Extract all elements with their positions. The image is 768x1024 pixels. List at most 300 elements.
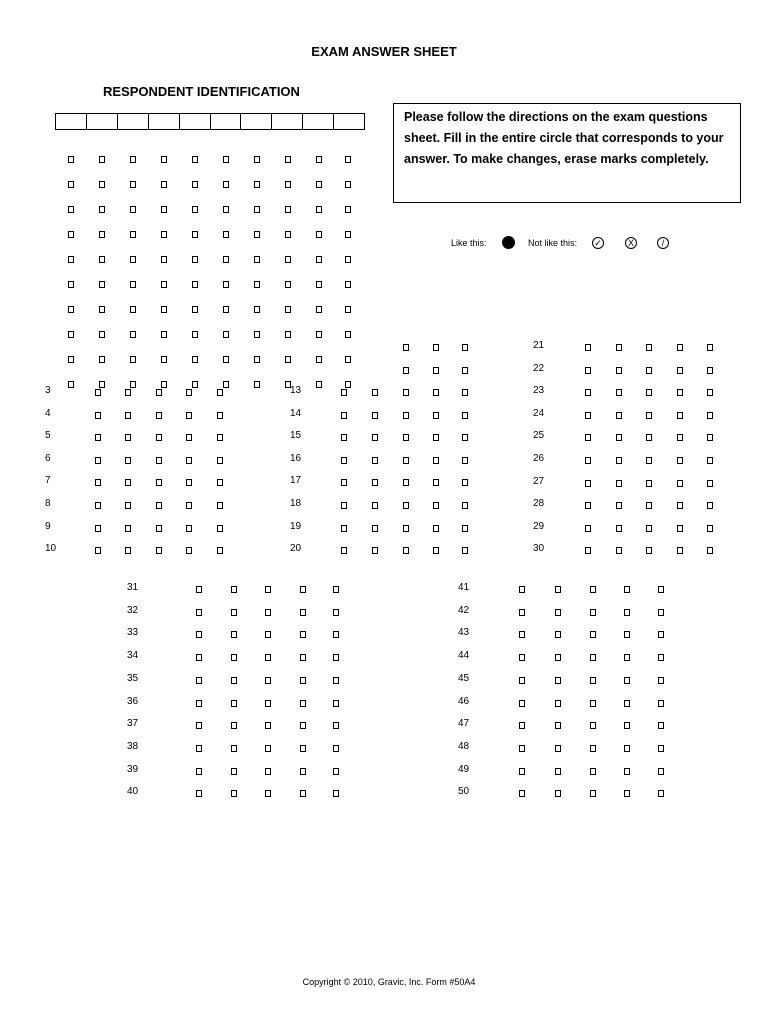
answer-bubble[interactable] (95, 479, 101, 486)
answer-bubble[interactable] (707, 389, 713, 396)
answer-bubble[interactable] (658, 700, 664, 707)
answer-bubble[interactable] (519, 677, 525, 684)
answer-bubble[interactable] (403, 457, 409, 464)
id-bubble[interactable] (99, 306, 105, 313)
id-bubble[interactable] (223, 231, 229, 238)
answer-bubble[interactable] (265, 631, 271, 638)
id-bubble[interactable] (316, 256, 322, 263)
answer-bubble[interactable] (646, 367, 652, 374)
answer-bubble[interactable] (300, 768, 306, 775)
answer-bubble[interactable] (231, 609, 237, 616)
id-bubble[interactable] (192, 381, 198, 388)
answer-bubble[interactable] (519, 700, 525, 707)
answer-bubble[interactable] (624, 745, 630, 752)
id-bubble[interactable] (130, 356, 136, 363)
id-entry-box[interactable] (241, 114, 272, 129)
answer-bubble[interactable] (231, 790, 237, 797)
id-bubble[interactable] (285, 281, 291, 288)
answer-bubble[interactable] (677, 480, 683, 487)
id-bubble[interactable] (99, 256, 105, 263)
answer-bubble[interactable] (433, 502, 439, 509)
answer-bubble[interactable] (462, 389, 468, 396)
answer-bubble[interactable] (519, 768, 525, 775)
answer-bubble[interactable] (372, 412, 378, 419)
answer-bubble[interactable] (95, 412, 101, 419)
id-bubble[interactable] (285, 306, 291, 313)
id-bubble[interactable] (192, 206, 198, 213)
answer-bubble[interactable] (624, 700, 630, 707)
answer-bubble[interactable] (677, 525, 683, 532)
answer-bubble[interactable] (646, 344, 652, 351)
answer-bubble[interactable] (217, 389, 223, 396)
id-bubble[interactable] (68, 331, 74, 338)
id-bubble[interactable] (316, 231, 322, 238)
id-entry-box[interactable] (180, 114, 211, 129)
id-bubble[interactable] (99, 381, 105, 388)
id-entry-box[interactable] (56, 114, 87, 129)
answer-bubble[interactable] (677, 502, 683, 509)
answer-bubble[interactable] (196, 700, 202, 707)
answer-bubble[interactable] (616, 344, 622, 351)
answer-bubble[interactable] (433, 367, 439, 374)
id-bubble[interactable] (223, 156, 229, 163)
id-bubble[interactable] (223, 331, 229, 338)
answer-bubble[interactable] (555, 609, 561, 616)
answer-bubble[interactable] (156, 502, 162, 509)
answer-bubble[interactable] (462, 502, 468, 509)
answer-bubble[interactable] (341, 502, 347, 509)
answer-bubble[interactable] (403, 479, 409, 486)
answer-bubble[interactable] (707, 502, 713, 509)
answer-bubble[interactable] (231, 586, 237, 593)
answer-bubble[interactable] (156, 525, 162, 532)
answer-bubble[interactable] (433, 344, 439, 351)
answer-bubble[interactable] (372, 547, 378, 554)
answer-bubble[interactable] (616, 502, 622, 509)
answer-bubble[interactable] (616, 389, 622, 396)
id-bubble[interactable] (285, 181, 291, 188)
answer-bubble[interactable] (265, 609, 271, 616)
answer-bubble[interactable] (231, 631, 237, 638)
answer-bubble[interactable] (231, 700, 237, 707)
answer-bubble[interactable] (555, 586, 561, 593)
answer-bubble[interactable] (231, 745, 237, 752)
answer-bubble[interactable] (590, 722, 596, 729)
id-bubble[interactable] (345, 356, 351, 363)
answer-bubble[interactable] (156, 434, 162, 441)
id-bubble[interactable] (68, 156, 74, 163)
answer-bubble[interactable] (585, 457, 591, 464)
answer-bubble[interactable] (196, 677, 202, 684)
answer-bubble[interactable] (156, 547, 162, 554)
id-bubble[interactable] (254, 231, 260, 238)
answer-bubble[interactable] (590, 768, 596, 775)
id-bubble[interactable] (192, 156, 198, 163)
answer-bubble[interactable] (300, 700, 306, 707)
answer-bubble[interactable] (519, 586, 525, 593)
id-bubble[interactable] (68, 356, 74, 363)
answer-bubble[interactable] (265, 654, 271, 661)
id-bubble[interactable] (68, 256, 74, 263)
answer-bubble[interactable] (616, 457, 622, 464)
answer-bubble[interactable] (585, 412, 591, 419)
id-bubble[interactable] (130, 231, 136, 238)
answer-bubble[interactable] (590, 609, 596, 616)
answer-bubble[interactable] (585, 389, 591, 396)
answer-bubble[interactable] (646, 457, 652, 464)
answer-bubble[interactable] (333, 722, 339, 729)
answer-bubble[interactable] (519, 631, 525, 638)
answer-bubble[interactable] (555, 631, 561, 638)
answer-bubble[interactable] (590, 677, 596, 684)
id-bubble[interactable] (99, 331, 105, 338)
answer-bubble[interactable] (585, 434, 591, 441)
answer-bubble[interactable] (300, 745, 306, 752)
id-bubble[interactable] (192, 356, 198, 363)
id-bubble[interactable] (68, 206, 74, 213)
answer-bubble[interactable] (555, 700, 561, 707)
answer-bubble[interactable] (658, 654, 664, 661)
answer-bubble[interactable] (186, 502, 192, 509)
answer-bubble[interactable] (462, 434, 468, 441)
answer-bubble[interactable] (403, 389, 409, 396)
answer-bubble[interactable] (555, 745, 561, 752)
answer-bubble[interactable] (462, 547, 468, 554)
id-bubble[interactable] (130, 331, 136, 338)
id-bubble[interactable] (99, 231, 105, 238)
answer-bubble[interactable] (616, 525, 622, 532)
id-bubble[interactable] (223, 206, 229, 213)
answer-bubble[interactable] (707, 344, 713, 351)
answer-bubble[interactable] (585, 367, 591, 374)
answer-bubble[interactable] (658, 745, 664, 752)
answer-bubble[interactable] (707, 412, 713, 419)
answer-bubble[interactable] (658, 631, 664, 638)
id-bubble[interactable] (192, 181, 198, 188)
answer-bubble[interactable] (658, 722, 664, 729)
answer-bubble[interactable] (433, 479, 439, 486)
id-bubble[interactable] (130, 281, 136, 288)
id-bubble[interactable] (254, 181, 260, 188)
answer-bubble[interactable] (590, 790, 596, 797)
answer-bubble[interactable] (707, 367, 713, 374)
id-bubble[interactable] (192, 256, 198, 263)
answer-bubble[interactable] (677, 389, 683, 396)
answer-bubble[interactable] (300, 586, 306, 593)
answer-bubble[interactable] (341, 457, 347, 464)
answer-bubble[interactable] (186, 434, 192, 441)
answer-bubble[interactable] (433, 389, 439, 396)
answer-bubble[interactable] (624, 631, 630, 638)
id-bubble[interactable] (345, 156, 351, 163)
answer-bubble[interactable] (707, 457, 713, 464)
id-entry-box[interactable] (211, 114, 242, 129)
id-entry-box[interactable] (272, 114, 303, 129)
id-bubble[interactable] (254, 356, 260, 363)
answer-bubble[interactable] (555, 654, 561, 661)
answer-bubble[interactable] (372, 457, 378, 464)
id-bubble[interactable] (316, 181, 322, 188)
id-entry-box[interactable] (149, 114, 180, 129)
id-entry-box[interactable] (118, 114, 149, 129)
answer-bubble[interactable] (403, 344, 409, 351)
answer-bubble[interactable] (646, 480, 652, 487)
id-bubble[interactable] (345, 281, 351, 288)
id-bubble[interactable] (99, 156, 105, 163)
id-bubble[interactable] (316, 206, 322, 213)
answer-bubble[interactable] (231, 654, 237, 661)
answer-bubble[interactable] (519, 790, 525, 797)
answer-bubble[interactable] (624, 722, 630, 729)
answer-bubble[interactable] (433, 525, 439, 532)
answer-bubble[interactable] (333, 745, 339, 752)
answer-bubble[interactable] (231, 768, 237, 775)
id-bubble[interactable] (223, 181, 229, 188)
answer-bubble[interactable] (624, 790, 630, 797)
id-bubble[interactable] (99, 181, 105, 188)
answer-bubble[interactable] (95, 457, 101, 464)
answer-bubble[interactable] (333, 700, 339, 707)
answer-bubble[interactable] (156, 389, 162, 396)
id-bubble[interactable] (316, 156, 322, 163)
id-bubble[interactable] (130, 306, 136, 313)
answer-bubble[interactable] (372, 389, 378, 396)
answer-bubble[interactable] (186, 457, 192, 464)
answer-bubble[interactable] (300, 790, 306, 797)
answer-bubble[interactable] (95, 502, 101, 509)
id-bubble[interactable] (254, 306, 260, 313)
answer-bubble[interactable] (585, 480, 591, 487)
answer-bubble[interactable] (265, 745, 271, 752)
id-bubble[interactable] (130, 181, 136, 188)
id-bubble[interactable] (161, 381, 167, 388)
answer-bubble[interactable] (646, 389, 652, 396)
answer-bubble[interactable] (616, 434, 622, 441)
answer-bubble[interactable] (590, 745, 596, 752)
id-bubble[interactable] (316, 331, 322, 338)
id-bubble[interactable] (161, 231, 167, 238)
id-bubble[interactable] (223, 381, 229, 388)
id-bubble[interactable] (223, 306, 229, 313)
answer-bubble[interactable] (300, 631, 306, 638)
answer-bubble[interactable] (217, 547, 223, 554)
id-bubble[interactable] (345, 181, 351, 188)
id-bubble[interactable] (68, 181, 74, 188)
id-bubble[interactable] (161, 281, 167, 288)
id-bubble[interactable] (254, 156, 260, 163)
answer-bubble[interactable] (616, 547, 622, 554)
answer-bubble[interactable] (646, 412, 652, 419)
answer-bubble[interactable] (646, 502, 652, 509)
answer-bubble[interactable] (585, 344, 591, 351)
id-bubble[interactable] (130, 381, 136, 388)
id-bubble[interactable] (161, 356, 167, 363)
answer-bubble[interactable] (217, 525, 223, 532)
answer-bubble[interactable] (217, 502, 223, 509)
id-bubble[interactable] (345, 256, 351, 263)
answer-bubble[interactable] (341, 479, 347, 486)
id-bubble[interactable] (254, 281, 260, 288)
answer-bubble[interactable] (265, 677, 271, 684)
id-entry-box[interactable] (334, 114, 364, 129)
answer-bubble[interactable] (403, 525, 409, 532)
answer-bubble[interactable] (707, 547, 713, 554)
answer-bubble[interactable] (125, 457, 131, 464)
answer-bubble[interactable] (677, 367, 683, 374)
answer-bubble[interactable] (555, 722, 561, 729)
answer-bubble[interactable] (333, 768, 339, 775)
answer-bubble[interactable] (156, 479, 162, 486)
answer-bubble[interactable] (196, 631, 202, 638)
answer-bubble[interactable] (95, 389, 101, 396)
id-bubble[interactable] (316, 381, 322, 388)
answer-bubble[interactable] (333, 609, 339, 616)
answer-bubble[interactable] (265, 700, 271, 707)
id-bubble[interactable] (254, 206, 260, 213)
answer-bubble[interactable] (677, 457, 683, 464)
answer-bubble[interactable] (462, 479, 468, 486)
id-bubble[interactable] (192, 281, 198, 288)
id-bubble[interactable] (316, 306, 322, 313)
answer-bubble[interactable] (217, 457, 223, 464)
answer-bubble[interactable] (333, 677, 339, 684)
answer-bubble[interactable] (186, 412, 192, 419)
id-bubble[interactable] (130, 206, 136, 213)
id-bubble[interactable] (192, 331, 198, 338)
answer-bubble[interactable] (590, 700, 596, 707)
id-bubble[interactable] (345, 331, 351, 338)
answer-bubble[interactable] (196, 609, 202, 616)
id-bubble[interactable] (285, 206, 291, 213)
answer-bubble[interactable] (265, 586, 271, 593)
answer-bubble[interactable] (403, 367, 409, 374)
id-bubble[interactable] (161, 331, 167, 338)
answer-bubble[interactable] (196, 745, 202, 752)
answer-bubble[interactable] (300, 609, 306, 616)
answer-bubble[interactable] (624, 677, 630, 684)
id-entry-box[interactable] (303, 114, 334, 129)
id-bubble[interactable] (130, 156, 136, 163)
id-bubble[interactable] (345, 381, 351, 388)
answer-bubble[interactable] (156, 412, 162, 419)
answer-bubble[interactable] (624, 609, 630, 616)
answer-bubble[interactable] (403, 502, 409, 509)
answer-bubble[interactable] (616, 480, 622, 487)
answer-bubble[interactable] (462, 412, 468, 419)
answer-bubble[interactable] (372, 502, 378, 509)
id-bubble[interactable] (316, 281, 322, 288)
id-bubble[interactable] (192, 306, 198, 313)
answer-bubble[interactable] (658, 677, 664, 684)
answer-bubble[interactable] (707, 480, 713, 487)
answer-bubble[interactable] (95, 434, 101, 441)
answer-bubble[interactable] (156, 457, 162, 464)
answer-bubble[interactable] (462, 457, 468, 464)
id-bubble[interactable] (223, 356, 229, 363)
answer-bubble[interactable] (196, 586, 202, 593)
id-bubble[interactable] (68, 306, 74, 313)
answer-bubble[interactable] (519, 609, 525, 616)
id-bubble[interactable] (285, 231, 291, 238)
answer-bubble[interactable] (462, 344, 468, 351)
id-bubble[interactable] (130, 256, 136, 263)
answer-bubble[interactable] (555, 677, 561, 684)
id-bubble[interactable] (285, 156, 291, 163)
id-bubble[interactable] (345, 306, 351, 313)
answer-bubble[interactable] (658, 609, 664, 616)
answer-bubble[interactable] (186, 525, 192, 532)
answer-bubble[interactable] (658, 768, 664, 775)
answer-bubble[interactable] (196, 722, 202, 729)
answer-bubble[interactable] (707, 434, 713, 441)
answer-bubble[interactable] (403, 434, 409, 441)
answer-bubble[interactable] (555, 768, 561, 775)
id-bubble[interactable] (161, 156, 167, 163)
answer-bubble[interactable] (231, 677, 237, 684)
answer-bubble[interactable] (646, 547, 652, 554)
answer-bubble[interactable] (519, 745, 525, 752)
answer-bubble[interactable] (333, 586, 339, 593)
answer-bubble[interactable] (677, 344, 683, 351)
answer-bubble[interactable] (433, 457, 439, 464)
answer-bubble[interactable] (217, 412, 223, 419)
answer-bubble[interactable] (624, 586, 630, 593)
answer-bubble[interactable] (125, 479, 131, 486)
answer-bubble[interactable] (265, 790, 271, 797)
answer-bubble[interactable] (186, 389, 192, 396)
id-bubble[interactable] (223, 281, 229, 288)
id-bubble[interactable] (99, 356, 105, 363)
answer-bubble[interactable] (462, 367, 468, 374)
answer-bubble[interactable] (555, 790, 561, 797)
answer-bubble[interactable] (217, 434, 223, 441)
answer-bubble[interactable] (616, 412, 622, 419)
answer-bubble[interactable] (677, 547, 683, 554)
id-bubble[interactable] (161, 206, 167, 213)
answer-bubble[interactable] (341, 525, 347, 532)
answer-bubble[interactable] (196, 790, 202, 797)
id-bubble[interactable] (285, 256, 291, 263)
answer-bubble[interactable] (677, 434, 683, 441)
id-bubble[interactable] (161, 256, 167, 263)
answer-bubble[interactable] (403, 412, 409, 419)
id-bubble[interactable] (254, 256, 260, 263)
answer-bubble[interactable] (186, 547, 192, 554)
answer-bubble[interactable] (590, 586, 596, 593)
id-bubble[interactable] (99, 206, 105, 213)
answer-bubble[interactable] (585, 547, 591, 554)
answer-bubble[interactable] (658, 790, 664, 797)
answer-bubble[interactable] (433, 434, 439, 441)
answer-bubble[interactable] (265, 722, 271, 729)
answer-bubble[interactable] (590, 631, 596, 638)
id-bubble[interactable] (345, 231, 351, 238)
answer-bubble[interactable] (341, 389, 347, 396)
answer-bubble[interactable] (125, 412, 131, 419)
id-bubble[interactable] (99, 281, 105, 288)
id-bubble[interactable] (68, 381, 74, 388)
answer-bubble[interactable] (333, 790, 339, 797)
answer-bubble[interactable] (125, 434, 131, 441)
answer-bubble[interactable] (646, 434, 652, 441)
answer-bubble[interactable] (519, 654, 525, 661)
answer-bubble[interactable] (585, 502, 591, 509)
id-bubble[interactable] (285, 356, 291, 363)
id-bubble[interactable] (316, 356, 322, 363)
answer-bubble[interactable] (196, 654, 202, 661)
answer-bubble[interactable] (95, 547, 101, 554)
answer-bubble[interactable] (341, 547, 347, 554)
